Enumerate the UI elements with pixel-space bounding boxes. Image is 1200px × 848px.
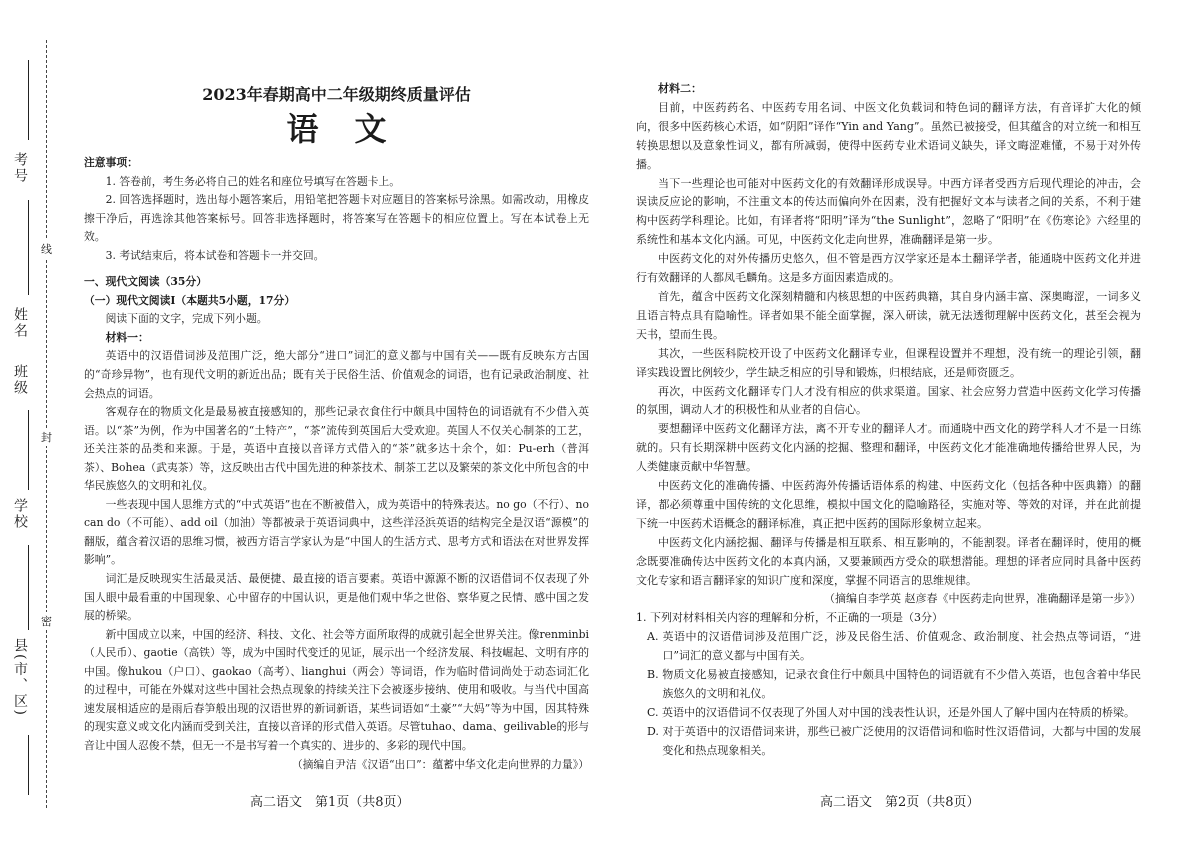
exam-title: 2023年春期高中二年级期终质量评估 — [202, 85, 471, 104]
material-1-label: 材料一： — [105, 330, 149, 344]
page-2 — [636, 80, 1141, 761]
section-heading: 一、现代文阅读（35分） — [84, 275, 207, 289]
cut-mark-seal: 封 — [40, 428, 53, 446]
material-2-paragraph: 中医药文化内涵挖掘、翻译与传播是相互联系、相互影响的，不能割裂。译者在翻译时，使用的概念既要准确传达中医药文化的本真内涵，又要兼顾西方受众的联想潜能。理想的译者应同时具备中医药文化专家和语言翻译家的知识广度和深度，掌握不同语言的思维规律。 — [636, 535, 1141, 587]
reading-instruction: 阅读下面的文字，完成下列小题。 — [105, 312, 268, 326]
page-2-footer: 高二语文 第2页（共8页） — [820, 795, 980, 810]
material-1-paragraph: 词汇是反映现实生活最灵活、最便捷、最直接的语言要素。英语中源源不断的汉语借词不仅表现了外国人眼中最看重的中国现象、心中留存的中国认识，更是他们观中华之世俗、察华夏之民情、感中国之发展的桥梁。 — [84, 572, 589, 623]
county-label: 县(市、区) — [12, 638, 28, 717]
class-label: 班级 — [12, 364, 28, 396]
material-2-paragraph: 其次，一些医科院校开设了中医药文化翻译专业，但课程设置并不理想，没有统一的理论引领，翻译实践设置比例较少，学生缺乏相应的引导和锻炼，归根结底，还是师资匮乏。 — [636, 346, 1141, 379]
material-1-paragraph: 客观存在的物质文化是最易被直接感知的，那些记录衣食住行中颇具中国特色的词语就有不少借入英语。以“茶”为例，作为中国著名的“土特产”，“茶”流传到英国后大受欢迎。英国人不仅关心制茶的工艺，还关注茶的品类和来源。于是，英语中直接以音译方式借入的“茶”就多达十余个，如：Pu-erh（普洱茶）、Bohea（武夷茶）等，这反映出古代中国先进的种茶技术、制茶工艺以及繁荣的茶文化中所包含的中华民族悠久的文明和礼仪。 — [84, 405, 589, 493]
cut-mark-secret: 密 — [40, 612, 53, 630]
material-2-paragraph: 中医药文化的对外传播历史悠久，但不管是西方汉学家还是本土翻译学者，能通晓中医药文化并进行有效翻译的人都凤毛麟角。这是多方面因素造成的。 — [636, 252, 1141, 285]
name-field-line — [28, 200, 30, 295]
material-2-paragraph: 再次，中医药文化翻译专门人才没有相应的供求渠道。国家、社会应努力营造中医药文化学习传播的氛围，调动人才的积极性和从业者的自信心。 — [636, 384, 1141, 417]
material-1-paragraph: 英语中的汉语借词涉及范围广泛，绝大部分“进口”词汇的意义都与中国有关——既有反映东方古国的“奇珍异物”，也有现代文明的新近出品；既有关于民俗生活、价值观念的词语，也有记录政治制度、社会热点的词语。 — [84, 349, 589, 400]
question-1-option-c: C. 英语中的汉语借词不仅表现了外国人对中国的浅表性认识，还是外国人了解中国内在特质的桥梁。 — [647, 705, 1136, 719]
question-1-option-a: A. 英语中的汉语借词涉及范围广泛，涉及民俗生活、价值观念、政治制度、社会热点等词语，“进口”词汇的意义都与中国有关。 — [647, 630, 1141, 663]
cut-mark-line: 线 — [40, 240, 53, 258]
material-2-paragraph: 当下一些理论也可能对中医药文化的有效翻译形成误导。中西方译者受西方后现代理论的冲击，会误读反应论的影响，不注重文本的传达而偏向外在因素，没有把握好文本与读者之间的关系，不利于建构中医药学科理论。比如，有译者将“阳明”译为“the Sunlight”，忽略了“阳明”在《伤寒论》六经里的系统性和基本文化内涵。可见，中医药文化走向世界，准确翻译是第一步。 — [636, 176, 1141, 247]
exam-number-label: 考号 — [12, 152, 28, 184]
notice-title: 注意事项： — [84, 156, 138, 169]
notice-item: 1. 答卷前，考生务必将自己的姓名和座位号填写在答题卡上。 — [105, 174, 401, 188]
subject-title: 语文 — [286, 110, 423, 148]
name-label: 姓名 — [12, 307, 28, 339]
exam-number-field-line — [28, 60, 30, 140]
material-1-citation: （摘编自尹洁《汉语“出口”：蕴蓄中华文化走向世界的力量》） — [291, 757, 589, 771]
class-field-line — [28, 410, 30, 490]
material-1-paragraph: 新中国成立以来，中国的经济、科技、文化、社会等方面所取得的成就引起全世界关注。像renminbi（人民币）、gaotie（高铁）等，成为中国时代变迁的见证，展示出一个经济发展、科技崛起、文明有序的中国。像hukou（户口）、gaokao（高考）、lianghui（两会）等词语，作为临时借词尚处于动态词汇化的过程中，可能在外媒对这些中国社会热点现象的持续关注下会被逐步接纳、使用和吸收。与当代中国高速发展相适应的是雨后春笋般出现的汉语世界的新词新语，某些词语如“土豪”“大妈”等为中国，因其特殊的现实意义或文化内涵而受到关注，直接以音译的形式借入英语。尽管tuhao、dama、geilivable的形与音让中国人忍俊不禁，但无一不是书写着一个真实的、进步的、多彩的现代中国。 — [84, 627, 589, 752]
material-2-paragraph: 首先，蕴含中医药文化深刻精髓和内核思想的中医药典籍，其自身内涵丰富、深奥晦涩，一词多义且语言特点具有隐喻性。译者如果不能全面掌握，深入研读，就无法透彻理解中医药文化，甚至会视为天书，望而生畏。 — [636, 289, 1141, 341]
question-1-option-d: D. 对于英语中的汉语借词来讲，那些已被广泛使用的汉语借词和临时性汉语借词，大都与中国的发展变化和热点现象相关。 — [647, 724, 1141, 757]
subsection-heading: （一）现代文阅读I（本题共5小题，17分） — [84, 293, 296, 307]
school-field-line — [28, 545, 30, 630]
material-1-paragraph: 一些表现中国人思维方式的“中式英语”也在不断被借入，成为英语中的特殊表达。no go（不行）、no can do（不可能）、add oil（加油）等都被录于英语词典中，这些洋泾浜英语的结构完全是汉语“源模”的翻版，蕴含着汉语的思维习惯，被西方语言学家认为是“中国人的生活方式、思考方式和语法在对世界发挥影响”。 — [84, 497, 589, 567]
material-2-label: 材料二： — [658, 82, 702, 95]
material-2-paragraph: 中医药文化的准确传播、中医药海外传播话语体系的构建、中医药文化（包括各种中医典籍）的翻译，都必须尊重中国传统的文化思维，模拟中国文化的隐喻路径，实施对等、等效的对译，并在此前提下统一中医药术语概念的翻译标准，真正把中医药的国际形象树立起来。 — [636, 479, 1141, 530]
notice-item: 3. 考试结束后，将本试卷和答题卡一并交回。 — [105, 248, 325, 262]
material-2-citation: （摘编自李学英 赵彦春《中医药走向世界，准确翻译是第一步》） — [824, 592, 1141, 606]
question-1-option-b: B. 物质文化易被直接感知，记录衣食住行中颇具中国特色的词语就有不少借入英语，也包含着中华民族悠久的文明和礼仪。 — [647, 668, 1141, 700]
page-1 — [84, 78, 589, 774]
material-2-paragraph: 目前，中医药药名、中医药专用名词、中医文化负载词和特色词的翻译方法，有音译扩大化的倾向，很多中医药核心术语，如“阴阳”译作“Yin and Yang”。虽然已被接受，但其蕴含的对立统一和相互转换思想以及意象性词义，都有所减弱，使得中医药专业术语词义缺失，译文晦涩难懂，不易于对外传播。 — [636, 100, 1141, 171]
binding-margin — [0, 0, 70, 848]
notice-item: 2. 回答选择题时，选出每小题答案后，用铅笔把答题卡对应题目的答案标号涂黑。如需改动，用橡皮擦干净后，再选涂其他答案标号。回答非选择题时，将答案写在答题卡的相应位置上。写在本试卷上无效。 — [84, 193, 589, 244]
material-2-paragraph: 要想翻译中医药文化翻译方法，离不开专业的翻译人才。而通晓中西文化的跨学科人才不是一日练就的。只有长期深耕中医药文化内涵的挖掘、整理和翻译，中医药文化才能准确地传播给世界人民，为人类健康贡献中华智慧。 — [636, 422, 1141, 474]
binding-cut-line — [46, 40, 47, 808]
school-label: 学校 — [12, 498, 28, 530]
question-1-stem: 1. 下列对材料相关内容的理解和分析，不正确的一项是（3分） — [636, 611, 943, 625]
county-field-line — [28, 735, 30, 795]
page-1-footer: 高二语文 第1页（共8页） — [250, 795, 410, 810]
